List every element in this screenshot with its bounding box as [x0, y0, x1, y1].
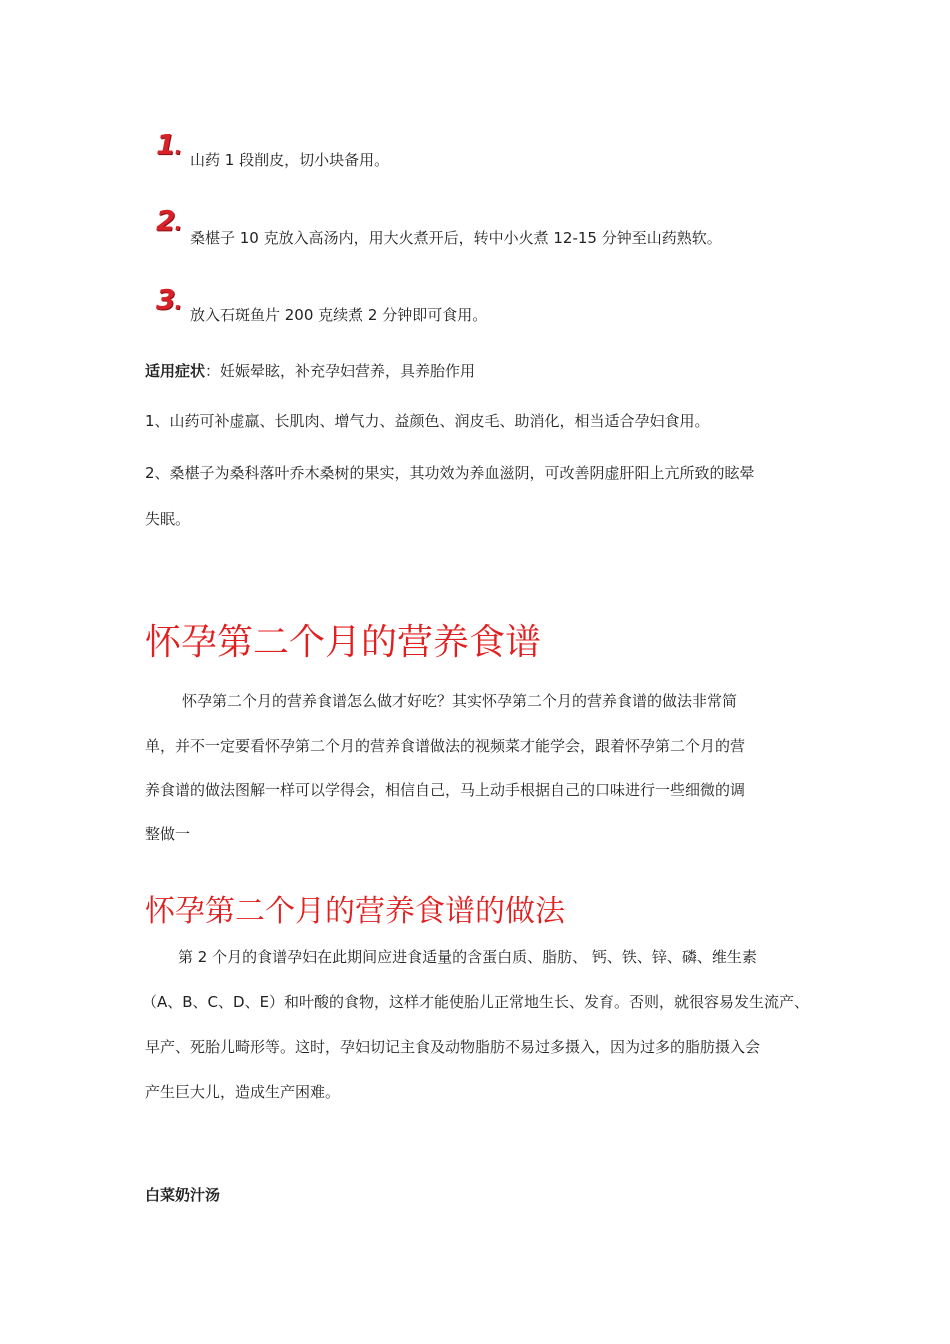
symptoms-text: ：妊娠晕眩，补充孕妇营养，具养胎作用 — [205, 362, 476, 380]
note-2: 2、桑椹子为桑科落叶乔木桑树的果实，其功效为养血滋阴，可改善阴虚肝阳上亢所致的眩晕 — [145, 464, 755, 482]
step-number-1: 1. — [156, 128, 182, 161]
symptoms-label: 适用症状 — [145, 362, 206, 380]
symptoms-line — [145, 360, 475, 381]
step-text-3: 放入石斑鱼片 200 克续煮 2 分钟即可食用。 — [190, 306, 488, 324]
section2-line-3: 早产、死胎儿畸形等。这时，孕妇切记主食及动物脂肪不易过多摄入，因为过多的脂肪摄入会 — [145, 1038, 761, 1056]
section-title-recipe-methods: 怀孕第二个月的营养食谱的做法 — [145, 894, 565, 929]
section1-line-2: 单，并不一定要看怀孕第二个月的营养食谱做法的视频菜才能学会，跟着怀孕第二个月的营 — [145, 737, 746, 755]
section2-line-2: （A、B、C、D、E）和叶酸的食物，这样才能使胎儿正常地生长、发育。否则，就很容易发生流产、 — [142, 993, 810, 1011]
step-number-2: 2. — [156, 204, 182, 237]
section1-line-1: 怀孕第二个月的营养食谱怎么做才好吃？其实怀孕第二个月的营养食谱的做法非常简 — [182, 692, 738, 710]
step-text-2: 桑椹子 10 克放入高汤内，用大火煮开后，转中小火煮 12-15 分钟至山药熟软。 — [190, 229, 722, 247]
step-text-1: 山药 1 段削皮，切小块备用。 — [190, 151, 390, 169]
section-title-nutrition-recipes: 怀孕第二个月的营养食谱 — [145, 622, 542, 663]
step-number-3: 3. — [156, 283, 182, 316]
section2-line-1: 第 2 个月的食谱孕妇在此期间应进食适量的含蛋白质、脂肪、 钙、铁、锌、磷、维生素 — [178, 948, 757, 966]
note-1: 1、山药可补虚羸、长肌肉、增气力、益颜色、润皮毛、助消化，相当适合孕妇食用。 — [145, 412, 710, 430]
note-2-continued: 失眠。 — [145, 510, 191, 528]
recipe-title: 白菜奶汁汤 — [145, 1186, 221, 1204]
section1-line-4: 整做一 — [145, 825, 191, 843]
section2-line-4: 产生巨大儿，造成生产困难。 — [145, 1083, 341, 1101]
section1-line-3: 养食谱的做法图解一样可以学得会，相信自己，马上动手根据自己的口味进行一些细微的调 — [145, 781, 746, 799]
